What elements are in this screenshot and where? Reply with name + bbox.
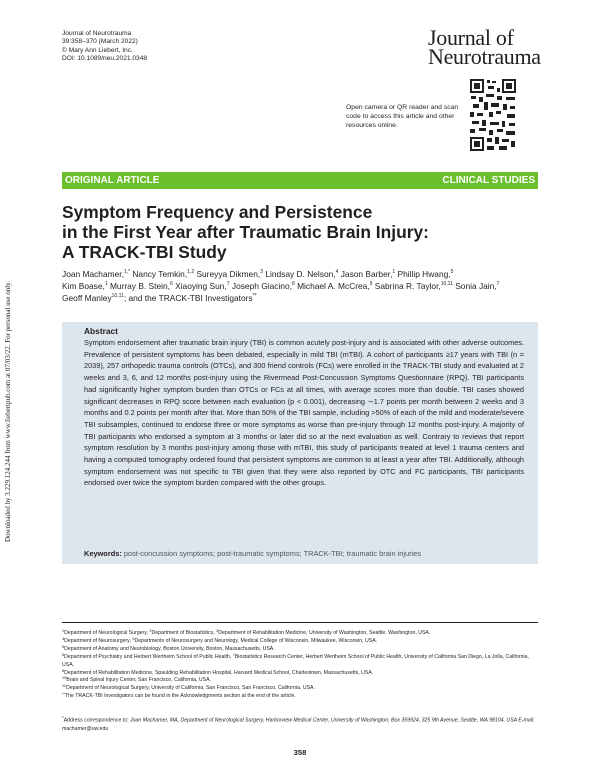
correspondence-sup: * — [62, 715, 64, 720]
footnote-divider — [62, 622, 538, 623]
affiliation-sup: 10 — [62, 676, 67, 681]
affiliation-text: Department of Neurosurgery, — [64, 637, 133, 644]
author-affiliation: 1 — [392, 269, 396, 275]
author: Sureyya Dikmen, — [196, 269, 261, 279]
qr-code-icon[interactable] — [470, 79, 516, 151]
title-line: in the First Year after Traumatic Brain Injury: — [62, 222, 429, 242]
author-affiliation: 6 — [169, 281, 173, 287]
affiliation-sup: 2 — [149, 629, 152, 633]
affiliation-sup: 1 — [62, 629, 65, 633]
affiliation-sup: 3 — [216, 629, 219, 633]
affiliation-line — [62, 638, 538, 646]
journal-logo — [428, 25, 541, 69]
author: Sonia Jain, — [455, 281, 497, 291]
author-affiliation: 1 — [104, 281, 108, 287]
keywords-list: post-concussion symptoms; post-traumatic symptoms; TRACK-TBI; traumatic brain injuries — [123, 549, 422, 558]
affiliation-sup: ** — [62, 692, 65, 697]
author-affiliation: 7 — [496, 281, 500, 287]
affiliation-sup: 5 — [132, 636, 135, 641]
author: Nancy Temkin, — [132, 269, 188, 279]
keywords-label: Keywords: — [84, 549, 122, 558]
author: Murray B. Stein, — [109, 281, 170, 291]
journal-meta — [62, 30, 147, 64]
author: Lindsay D. Nelson, — [265, 269, 336, 279]
affiliation-text: Departments of Neurosurgery and Neurology, Medical College of Wisconsin, Milwaukee, Wisconsin, USA. — [134, 637, 378, 644]
author: Xiaoying Sun, — [175, 281, 227, 291]
correspondence-text: Joan Machamer, MA, Department of Neurological Surgery, Harborview Medical Center, University of Washington, Box 359924, 325 9th Avenue, Seattle, WA 98104, USA E-mail: — [130, 717, 535, 724]
author-affiliation: 7 — [226, 281, 230, 287]
affiliation-line — [62, 646, 538, 654]
correspondence-lead: Address correspondence to: — [63, 717, 131, 724]
qr-instructions: Open camera or QR reader and scan code to access this article and other resources online. — [346, 104, 459, 129]
author: Joan Machamer, — [62, 269, 124, 279]
affiliation-text: The TRACK-TBI Investigators can be found in the Acknowledgments section at the end of the article. — [64, 693, 296, 700]
title-line: A TRACK-TBI Study — [62, 242, 227, 262]
article-title — [62, 202, 532, 262]
page-number: 358 — [293, 748, 307, 757]
meta-copyright: © Mary Ann Liebert, Inc. — [62, 46, 133, 54]
affiliation-sup: 4 — [62, 636, 65, 641]
affiliation-text: Department of Rehabilitation Medicine, Spaulding Rehabilitation Hospital, Harvard Medical School, Charlestown, Massachusetts, USA. — [64, 669, 374, 676]
affiliation-sup: 5 — [62, 644, 65, 649]
journal-logo-line2: Neurotrauma — [428, 44, 541, 69]
affiliation-line — [62, 693, 538, 701]
abstract-heading: Abstract — [84, 326, 118, 336]
affiliation-text: Department of Psychiatry and Herbert Wertheim School of Public Health, — [64, 653, 233, 660]
author-list — [62, 268, 538, 304]
affiliation-text: Department of Rehabilitation Medicine, University of Washington, Seattle, Washington, USA. — [218, 630, 431, 636]
affiliation-text: Biostatistics Research Center, Herbert Wertheim School of Public Health, University of California San Diego, La Jolla, California, USA. — [62, 653, 529, 668]
author-affiliation: 8 — [291, 281, 295, 287]
investigators-note: ; and the TRACK-TBI Investigators — [123, 293, 253, 303]
affiliation-line — [62, 654, 538, 670]
author: Jason Barber, — [340, 269, 393, 279]
author-affiliation: 10,11 — [440, 281, 453, 287]
author-affiliation: 5 — [450, 269, 454, 275]
affiliation-text: Department of Biostatistics, — [151, 630, 217, 636]
affiliation-text: Brain and Spinal Injury Center, San Francisco, California, USA. — [66, 677, 211, 684]
correspondence-email[interactable]: machamer@uw.edu — [62, 725, 109, 732]
correspondence-note — [62, 714, 538, 734]
affiliation-text: Department of Neurological Surgery, — [64, 630, 150, 636]
affiliation-text: Department of Neurological Surgery, University of California, San Francisco, San Francisco, California, USA. — [65, 685, 315, 692]
meta-journal: Journal of Neurotrauma — [62, 30, 132, 37]
author: Geoff Manley — [62, 293, 112, 303]
affiliation-sup: 6 — [62, 652, 65, 657]
title-line: Symptom Frequency and Persistence — [62, 202, 373, 222]
meta-doi[interactable]: DOI: 10.1089/neu.2021.0348 — [62, 55, 148, 63]
author: Joseph Giacino, — [231, 281, 292, 291]
journal-logo-line1: Journal of — [428, 25, 514, 50]
abstract-text: Symptom endorsement after traumatic brain injury (TBI) is common acutely post-injury and is associated with other adverse outcomes. Prevalence of persistent symptoms has been debated, especially in mild TBI (mTBI). A cohort of participants ≥17 years with TBI (n = 2039), 257 orthopedic trauma controls (OTCs), and 300 friend controls (FCs) were enrolled in the TRACK-TBI study and evaluated at 2 weeks and 3, 6, and 12 months post-injury using the Rivermead Post-Concussion Symptoms Questionnaire (RPQ). TBI participants had significantly higher symptom burden than OTCs or FCs at all times, with average scores more than double. TBI cases showed significant decreases in RPQ score between each evaluation (p < 0.001), decreasing ∼1.7 points per month between 2 weeks and 3 months and 0.2 points per month after that. More than 50% of the TBI sample, including >50% of each of the mild and moderate/severe TBI subsamples, continued to endorse three or more symptoms as worse than pre-injury through 12 months post-injury. A majority of TBI participants who endorsed a symptom at 3 months or later did so at the next evaluation as well. Contrary to reviews that report symptom resolution by 3 months post-injury among those with mTBI, this study of participants treated at level 1 trauma centers and having a computed tomography ordered found that persistent symptoms are common to at least a year after TBI. Additionally, although symptom endorsement was not specific to TBI given that they were also reported by OTC and FC participants, TBI participants endorsed over twice the symptom burden compared with the other groups. — [84, 338, 524, 488]
author: Kim Boase, — [62, 281, 105, 291]
affiliation-text: Department of Anatomy and Neurobiology, Boston University, Boston, Massachusetts, USA. — [64, 645, 275, 652]
affiliations — [62, 630, 538, 701]
author-affiliation: 9 — [369, 281, 373, 287]
affiliation-sup: 11 — [62, 684, 66, 689]
author-affiliation: 1,2 — [187, 269, 195, 275]
article-type-banner — [62, 172, 538, 189]
author-affiliation: 3 — [260, 269, 263, 275]
author: Sabrina R. Taylor, — [374, 281, 441, 291]
author-affiliation: 4 — [335, 269, 339, 275]
affiliation-sup: 7 — [232, 652, 235, 657]
keywords — [84, 549, 524, 558]
banner-section: CLINICAL STUDIES — [442, 175, 535, 186]
author: Michael A. McCrea, — [297, 281, 370, 291]
affiliation-sup: 8 — [62, 668, 65, 673]
investigators-sup: ** — [252, 293, 257, 299]
banner-article-type: ORIGINAL ARTICLE — [65, 175, 160, 186]
meta-volume: 39:358–370 (March 2022) — [62, 38, 138, 46]
author: Phillip Hwang, — [397, 269, 451, 279]
author-affiliation: 1,* — [123, 269, 131, 275]
author-affiliation: 10,11 — [111, 293, 124, 299]
download-watermark: Downloaded by 3.229.124.244 from www.liebertpub.com at 07/03/22. For personal use only. — [4, 281, 12, 542]
